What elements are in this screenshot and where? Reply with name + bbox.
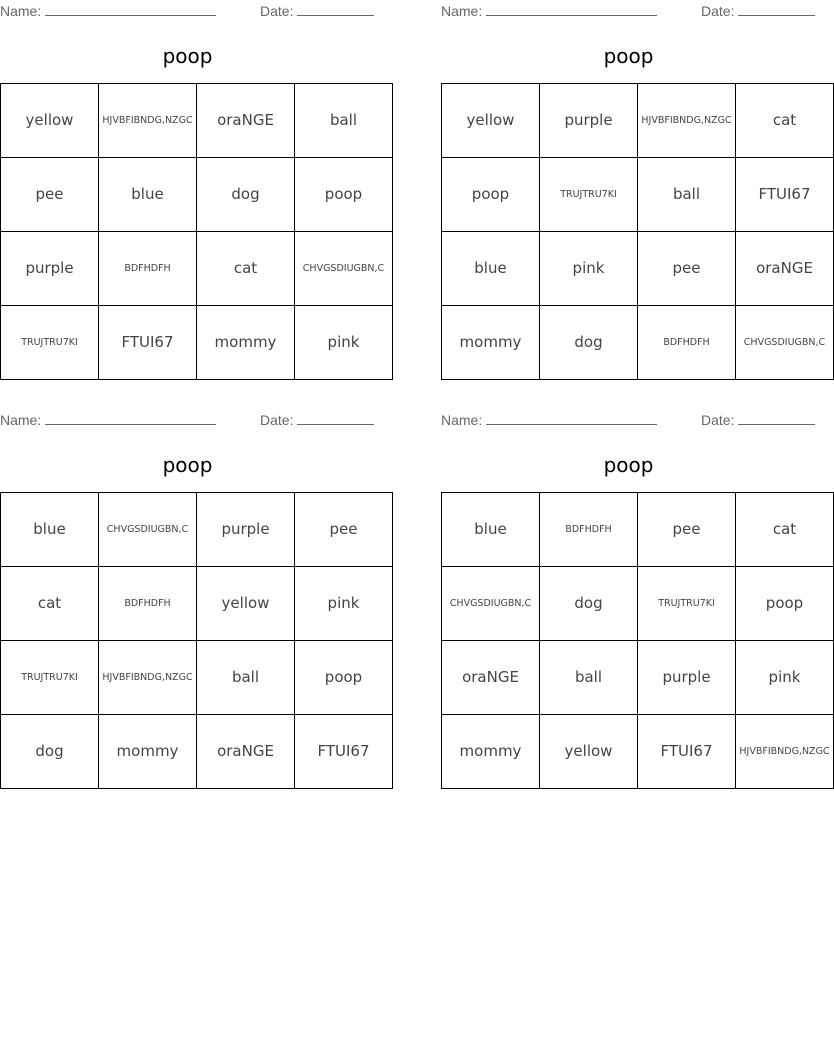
grid-cell: oraNGE bbox=[442, 641, 540, 715]
grid-cell: oraNGE bbox=[197, 84, 295, 158]
grid-cell: purple bbox=[540, 84, 638, 158]
date-blank-line bbox=[738, 411, 815, 425]
grid-cell: purple bbox=[1, 232, 99, 306]
grid-cell: CHVGSDIUGBN,C bbox=[736, 306, 834, 380]
grid-cell: mommy bbox=[99, 715, 197, 789]
grid-cell: yellow bbox=[540, 715, 638, 789]
grid-row bbox=[442, 715, 834, 789]
card-header bbox=[0, 411, 375, 429]
date-label: Date: bbox=[260, 412, 294, 428]
card-header bbox=[441, 2, 816, 20]
grid-cell: dog bbox=[1, 715, 99, 789]
card-header bbox=[0, 2, 375, 20]
date-field bbox=[701, 2, 815, 19]
date-blank-line bbox=[738, 2, 815, 16]
grid-cell: FTUI67 bbox=[99, 306, 197, 380]
grid-cell: pink bbox=[736, 641, 834, 715]
bingo-grid bbox=[0, 83, 393, 380]
grid-cell: oraNGE bbox=[197, 715, 295, 789]
grid-cell: yellow bbox=[1, 84, 99, 158]
grid-row bbox=[442, 493, 834, 567]
grid-row bbox=[442, 158, 834, 232]
grid-cell: FTUI67 bbox=[638, 715, 736, 789]
grid-cell: ball bbox=[295, 84, 393, 158]
name-field bbox=[0, 411, 216, 428]
grid-cell: HJVBFIBNDG,NZGC bbox=[99, 84, 197, 158]
grid-cell: blue bbox=[1, 493, 99, 567]
name-field bbox=[441, 2, 657, 19]
grid-cell: pee bbox=[295, 493, 393, 567]
grid-cell: dog bbox=[197, 158, 295, 232]
grid-cell: ball bbox=[540, 641, 638, 715]
grid-cell: ball bbox=[638, 158, 736, 232]
date-blank-line bbox=[297, 2, 374, 16]
grid-cell: TRUJTRU7KI bbox=[638, 567, 736, 641]
grid-cell: CHVGSDIUGBN,C bbox=[295, 232, 393, 306]
bingo-grid bbox=[0, 492, 393, 789]
bingo-card bbox=[441, 409, 830, 789]
grid-cell: blue bbox=[442, 493, 540, 567]
grid-cell: blue bbox=[442, 232, 540, 306]
grid-cell: FTUI67 bbox=[736, 158, 834, 232]
grid-row bbox=[442, 641, 834, 715]
grid-row bbox=[1, 715, 393, 789]
date-field bbox=[260, 411, 374, 428]
grid-cell: dog bbox=[540, 567, 638, 641]
grid-cell: pink bbox=[295, 567, 393, 641]
name-blank-line bbox=[486, 411, 657, 425]
grid-cell: TRUJTRU7KI bbox=[1, 641, 99, 715]
name-label: Name: bbox=[0, 412, 42, 428]
grid-cell: TRUJTRU7KI bbox=[1, 306, 99, 380]
grid-cell: cat bbox=[736, 84, 834, 158]
card-title: poop bbox=[162, 44, 213, 68]
grid-cell: CHVGSDIUGBN,C bbox=[99, 493, 197, 567]
grid-cell: HJVBFIBNDG,NZGC bbox=[638, 84, 736, 158]
name-field bbox=[0, 2, 216, 19]
name-label: Name: bbox=[0, 3, 42, 19]
grid-cell: dog bbox=[540, 306, 638, 380]
name-field bbox=[441, 411, 657, 428]
name-blank-line bbox=[45, 2, 216, 16]
grid-row bbox=[1, 493, 393, 567]
bingo-card bbox=[0, 0, 385, 380]
grid-row bbox=[1, 84, 393, 158]
grid-cell: HJVBFIBNDG,NZGC bbox=[99, 641, 197, 715]
bingo-grid bbox=[441, 83, 834, 380]
date-field bbox=[260, 2, 374, 19]
card-title: poop bbox=[603, 44, 654, 68]
grid-cell: FTUI67 bbox=[295, 715, 393, 789]
grid-cell: purple bbox=[638, 641, 736, 715]
name-label: Name: bbox=[441, 412, 483, 428]
date-label: Date: bbox=[260, 3, 294, 19]
grid-cell: cat bbox=[1, 567, 99, 641]
bingo-grid bbox=[441, 492, 834, 789]
grid-cell: yellow bbox=[197, 567, 295, 641]
grid-cell: mommy bbox=[197, 306, 295, 380]
grid-cell: CHVGSDIUGBN,C bbox=[442, 567, 540, 641]
grid-cell: purple bbox=[197, 493, 295, 567]
grid-cell: cat bbox=[736, 493, 834, 567]
date-field bbox=[701, 411, 815, 428]
grid-cell: blue bbox=[99, 158, 197, 232]
grid-cell: pink bbox=[540, 232, 638, 306]
grid-cell: BDFHDFH bbox=[638, 306, 736, 380]
grid-row bbox=[1, 567, 393, 641]
grid-cell: poop bbox=[295, 158, 393, 232]
grid-cell: poop bbox=[442, 158, 540, 232]
grid-row bbox=[442, 567, 834, 641]
grid-cell: poop bbox=[295, 641, 393, 715]
date-label: Date: bbox=[701, 3, 735, 19]
date-label: Date: bbox=[701, 412, 735, 428]
grid-cell: cat bbox=[197, 232, 295, 306]
grid-row bbox=[442, 306, 834, 380]
grid-cell: pee bbox=[638, 232, 736, 306]
name-blank-line bbox=[45, 411, 216, 425]
grid-row bbox=[1, 158, 393, 232]
grid-row bbox=[442, 232, 834, 306]
grid-row bbox=[1, 641, 393, 715]
grid-cell: BDFHDFH bbox=[99, 232, 197, 306]
grid-cell: poop bbox=[736, 567, 834, 641]
name-label: Name: bbox=[441, 3, 483, 19]
name-blank-line bbox=[486, 2, 657, 16]
grid-cell: yellow bbox=[442, 84, 540, 158]
bingo-card bbox=[441, 0, 826, 380]
grid-cell: mommy bbox=[442, 306, 540, 380]
grid-cell: pee bbox=[638, 493, 736, 567]
grid-row bbox=[1, 306, 393, 380]
grid-cell: pee bbox=[1, 158, 99, 232]
bingo-card bbox=[0, 409, 375, 789]
date-blank-line bbox=[297, 411, 374, 425]
grid-cell: BDFHDFH bbox=[540, 493, 638, 567]
card-title: poop bbox=[603, 453, 654, 477]
card-title: poop bbox=[162, 453, 213, 477]
grid-row bbox=[1, 232, 393, 306]
grid-cell: TRUJTRU7KI bbox=[540, 158, 638, 232]
grid-cell: oraNGE bbox=[736, 232, 834, 306]
card-header bbox=[441, 411, 816, 429]
grid-cell: ball bbox=[197, 641, 295, 715]
grid-cell: mommy bbox=[442, 715, 540, 789]
grid-cell: HJVBFIBNDG,NZGC bbox=[736, 715, 834, 789]
grid-cell: BDFHDFH bbox=[99, 567, 197, 641]
grid-row bbox=[442, 84, 834, 158]
grid-cell: pink bbox=[295, 306, 393, 380]
